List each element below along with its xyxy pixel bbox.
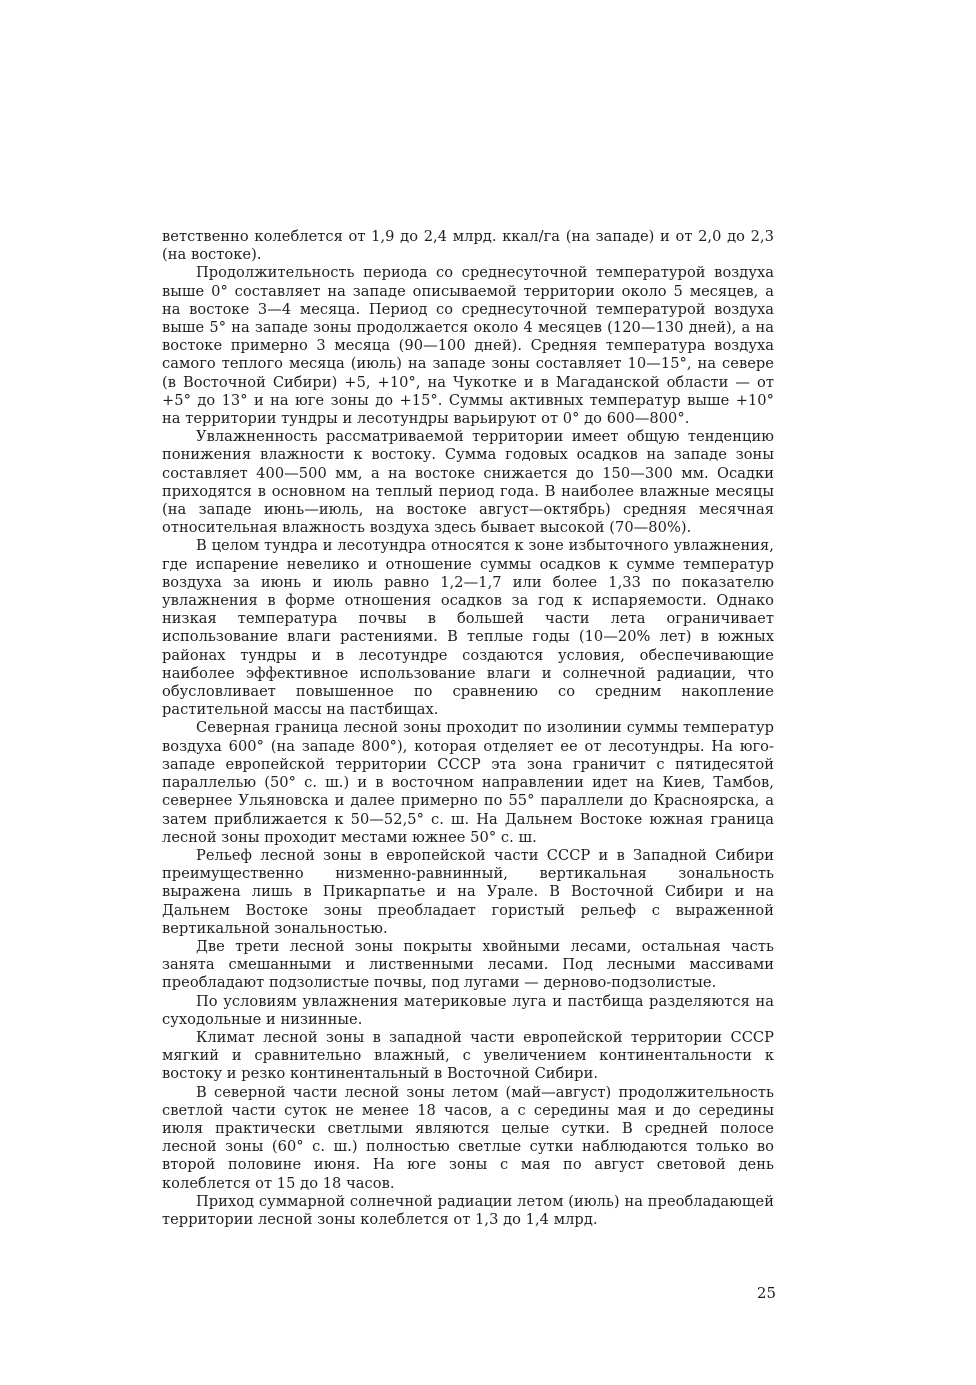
paragraph: Две трети лесной зоны покрыты хвойными лесами, остальная часть занята смешанными и лиственными лесами. Под лесными массивами преобладают подзолистые почвы, под лугами — дерново-подзолистые. (162, 937, 774, 992)
paragraph: По условиям увлажнения материковые луга и пастбища разделяются на суходольные и низинные. (162, 992, 774, 1028)
paragraph: Приход суммарной солнечной радиации летом (июль) на преобладающей территории лесной зоны колеблется от 1,3 до 1,4 млрд. (162, 1192, 774, 1228)
page-body (162, 228, 774, 1229)
paragraph: Климат лесной зоны в западной части европейской территории СССР мягкий и сравнительно влажный, с увеличением континентальности к востоку и резко континентальный в Восточной Сибири. (162, 1028, 774, 1083)
paragraph: Северная граница лесной зоны проходит по изолинии суммы температур воздуха 600° (на западе 800°), которая отделяет ее от лесотундры. На юго-западе европейской территории СССР эта зона граничит с пятидесятой параллелью (50° с. ш.) и в восточном направлении идет на Киев, Тамбов, севернее Ульяновска и далее примерно по 55° параллели до Красноярска, а затем приближается к 50—52,5° с. ш. На Дальнем Востоке южная граница лесной зоны проходит местами южнее 50° с. ш. (162, 719, 774, 846)
paragraph: ветственно колеблется от 1,9 до 2,4 млрд. ккал/га (на западе) и от 2,0 до 2,3 (на востоке). (162, 228, 774, 264)
paragraph: Продолжительность периода со среднесуточной температурой воздуха выше 0° составляет на западе описываемой территории около 5 месяцев, а на востоке 3—4 месяца. Период со среднесуточной температурой воздуха выше 5° на западе зоны продолжается около 4 месяцев (120—130 дней), а на востоке примерно 3 месяца (90—100 дней). Средняя температура воздуха самого теплого месяца (июль) на западе зоны составляет 10—15°, на севере (в Восточной Сибири) +5, +10°, на Чукотке и в Магаданской области — от +5° до 13° и на юге зоны до +15°. Суммы активных температур выше +10° на территории тундры и лесотундры варьируют от 0° до 600—800°. (162, 264, 774, 428)
paragraph: В целом тундра и лесотундра относятся к зоне избыточного увлажнения, где испарение невелико и отношение суммы осадков к сумме температур воздуха за июнь и июль равно 1,2—1,7 или более 1,33 по показателю увлажнения в форме отношения осадков за год к испаряемости. Однако низкая температура почвы в большей части лета ограничивает использование влаги растениями. В теплые годы (10—20% лет) в южных районах тундры и в лесотундре создаются условия, обеспечивающие наиболее эффективное использование влаги и солнечной радиации, что обусловливает повышенное по сравнению со средним накопление растительной массы на пастбищах. (162, 537, 774, 719)
paragraph: Увлажненность рассматриваемой территории имеет общую тенденцию понижения влажности к востоку. Сумма годовых осадков на западе зоны составляет 400—500 мм, а на востоке снижается до 150—300 мм. Осадки приходятся в основном на теплый период года. В наиболее влажные месяцы (на западе июнь—июль, на востоке август—октябрь) средняя месячная относительная влажность воздуха здесь бывает высокой (70—80%). (162, 428, 774, 537)
page-number: 25 (756, 1284, 776, 1302)
paragraph: Рельеф лесной зоны в европейской части СССР и в Западной Сибири преимущественно низменно-равнинный, вертикальная зональность выражена лишь в Прикарпатье и на Урале. В Восточной Сибири и на Дальнем Востоке зоны преобладает гористый рельеф с выраженной вертикальной зональностью. (162, 846, 774, 937)
paragraph: В северной части лесной зоны летом (май—август) продолжительность светлой части суток не менее 18 часов, а с середины мая и до середины июля практически светлыми являются целые сутки. В средней полосе лесной зоны (60° с. ш.) полностью светлые сутки наблюдаются только во второй половине июня. На юге зоны с мая по август световой день колеблется от 15 до 18 часов. (162, 1083, 774, 1192)
